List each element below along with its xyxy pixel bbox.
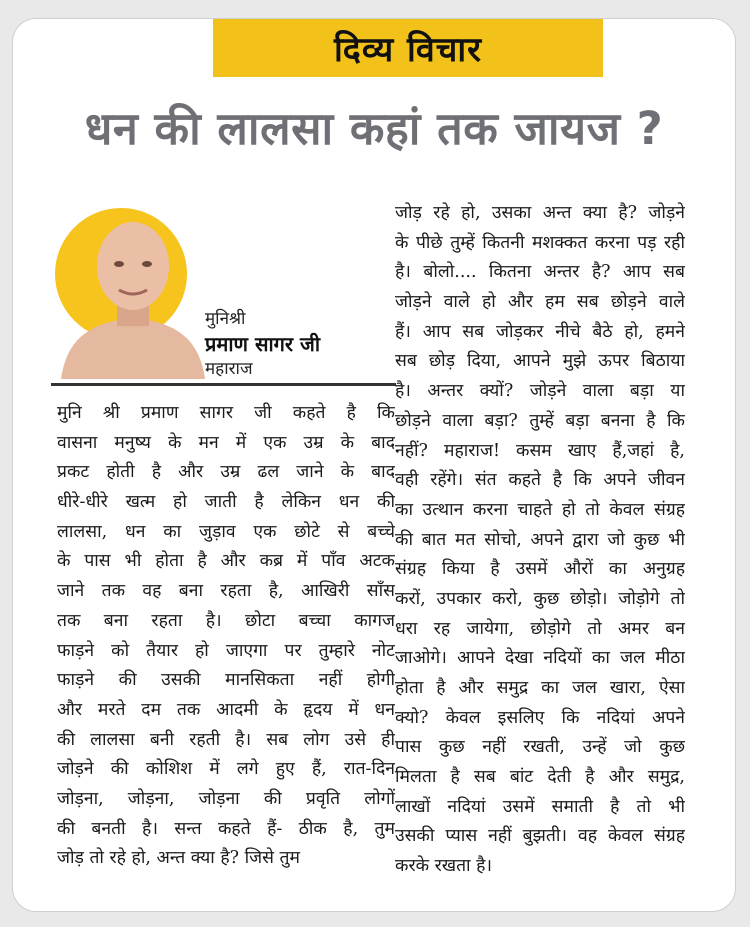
body-line: की बात मत सोचो, अपने द्वारा जो कुछ भी xyxy=(395,529,685,550)
body-line: होता है और समुद्र का जल खारा, ऐसा xyxy=(395,678,685,698)
body-line: के पीछे तुम्हें कितनी मशक्कत करना पड़ रही xyxy=(395,232,685,253)
body-line: करके रखता है। xyxy=(395,856,493,877)
body-line: मिलता है सब बांट देती है और समुद्र, xyxy=(395,767,685,788)
body-line: जाने तक वह बना रहता है, आखिरी साँस xyxy=(57,581,395,602)
body-line: जाओगे। आपने देखा नदियों का जल मीठा xyxy=(395,648,685,669)
body-line: तक बना रहता है। छोटा बच्चा कागज xyxy=(57,610,395,631)
author-suffix: महाराज xyxy=(205,359,253,379)
body-line: का उत्थान करना चाहते हो तो केवल संग्रह xyxy=(395,499,685,520)
body-line: जोड़ने की कोशिश में लगे हुए हैं, रात-दिन xyxy=(57,759,395,780)
section-banner xyxy=(213,19,603,77)
body-line: और मरते दम तक आदमी के हृदय में धन xyxy=(57,699,395,720)
author-prefix: मुनिश्री xyxy=(205,309,246,329)
photo-head xyxy=(97,222,169,310)
body-line: जोड़ तो रहे हो, अन्त क्या है? जिसे तुम xyxy=(57,848,300,869)
body-column-left xyxy=(57,399,395,874)
body-line: वासना मनुष्य के मन में एक उम्र के बाद xyxy=(57,432,395,453)
body-line: करों, उपकार करो, कुछ छोड़ो। जोड़ोगे तो xyxy=(395,588,685,609)
body-line: लाखों नदियां उसमें समाती है तो भी xyxy=(395,796,685,817)
body-line: उसकी प्यास नहीं बुझती। वह केवल संग्रह xyxy=(395,826,685,847)
body-line: फाड़ने की उसकी मानसिकता नहीं होगी xyxy=(57,670,395,691)
article-card xyxy=(12,18,736,912)
body-line: धीरे-धीरे खत्म हो जाती है लेकिन धन की xyxy=(57,492,395,513)
body-line: धरा रह जायेगा, छोड़ोगे तो अमर बन xyxy=(395,618,685,639)
body-line: जोड़ना, जोड़ना, जोड़ना की प्रवृति लोगों xyxy=(57,788,395,809)
body-line: हैं। आप सब जोड़कर नीचे बैठे हो, हमने xyxy=(395,321,685,342)
body-line: के पास भी होता है और कब्र में पाँव अटक xyxy=(57,551,395,572)
body-line: पास कुछ नहीं रखती, उन्हें जो कुछ xyxy=(395,737,685,758)
body-line: प्रकट होती है और उम्र ढल जाने के बाद xyxy=(57,462,395,483)
body-line: सब छोड़ दिया, आपने मुझे ऊपर बिठाया xyxy=(395,351,685,372)
body-line: जोड़ रहे हो, उसका अन्त क्या है? जोड़ने xyxy=(395,203,685,223)
body-line: लालसा, धन का जुड़ाव एक छोटे से बच्चे xyxy=(57,521,395,542)
body-line: है। बोलो.... कितना अन्तर है? आप सब xyxy=(395,262,685,283)
headline: धन की लालसा कहां तक जायज ? xyxy=(84,102,664,155)
section-label: दिव्य विचार xyxy=(333,30,483,70)
body-line: नहीं? महाराज! कसम खाए हैं,जहां है, xyxy=(395,440,685,461)
body-line: संग्रह किया है उसमें औरों का अनुग्रह xyxy=(395,559,685,580)
body-line: की बनती है। सन्त कहते हैं- ठीक है, तुम xyxy=(57,818,395,839)
author-name: प्रमाण सागर जी xyxy=(205,332,321,356)
body-line: छोड़ने वाला बड़ा? तुम्हें बड़ा बनना है कि xyxy=(395,410,685,431)
author-photo xyxy=(53,194,213,379)
body-line: है। अन्तर क्यों? जोड़ने वाला बड़ा या xyxy=(395,381,685,402)
body-line: मुनि श्री प्रमाण सागर जी कहते है कि xyxy=(57,403,395,423)
byline-divider xyxy=(51,383,396,386)
body-line: क्यो? केवल इसलिए कि नदियां अपने xyxy=(395,707,685,728)
body-line: जोड़ने वाले हो और हम सब छोड़ने वाले xyxy=(395,292,685,313)
body-column-right xyxy=(395,199,685,882)
body-line: की लालसा बनी रहती है। सब लोग उसे ही xyxy=(57,729,395,750)
body-line: फाड़ने को तैयार हो जाएगा पर तुम्हारे नोट xyxy=(57,640,395,661)
body-line: वही रहेंगे। संत कहते है कि अपने जीवन xyxy=(395,470,685,491)
